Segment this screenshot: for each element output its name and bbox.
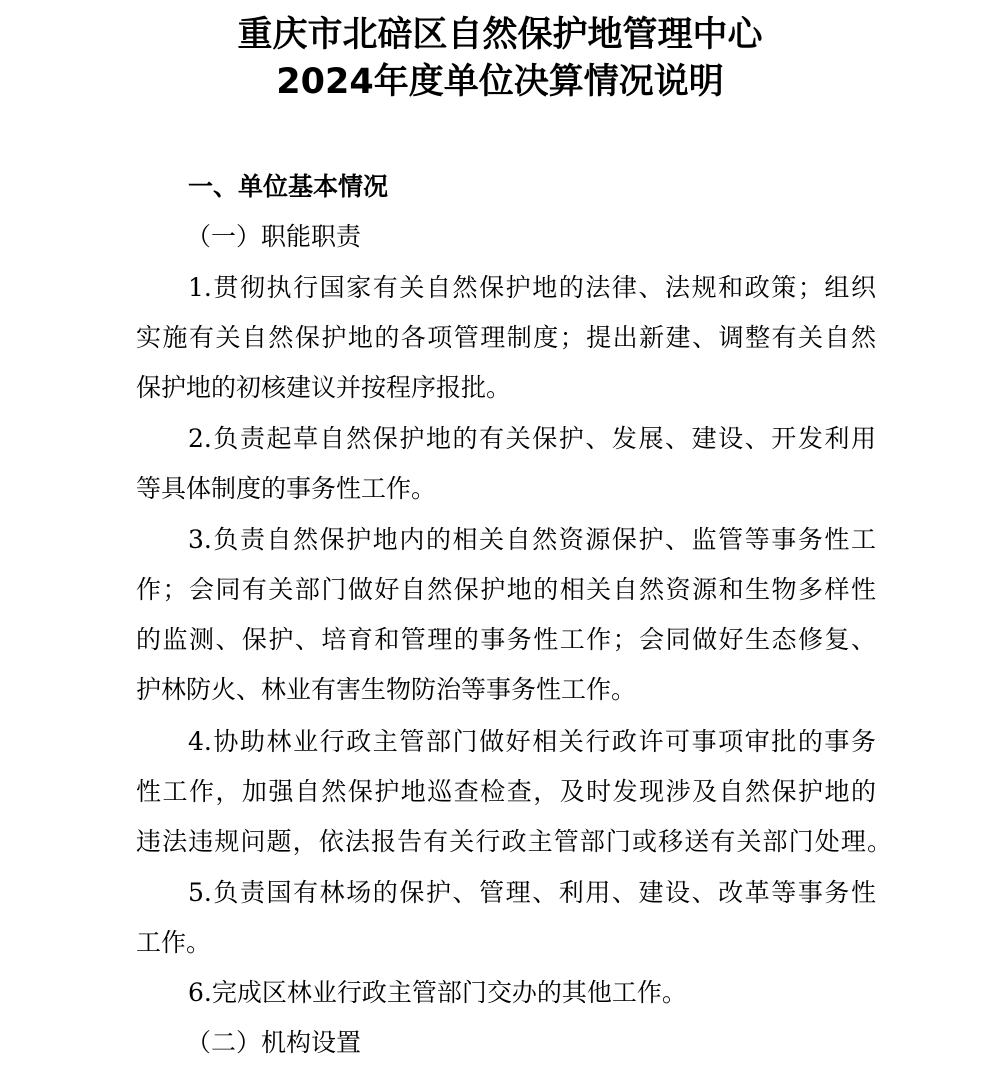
paragraph-line: 5.负责国有林场的保护、管理、利用、建设、改革等事务性 (188, 878, 876, 907)
section-heading: 一、单位基本情况 (188, 172, 389, 201)
document-title-line1: 重庆市北碚区自然保护地管理中心 (237, 15, 763, 55)
paragraph-line: 1.贯彻执行国家有关自然保护地的法律、法规和政策；组织 (188, 273, 876, 302)
paragraph-line: 保护地的初核建议并按程序报批。 (136, 373, 512, 402)
paragraph-line: 性工作，加强自然保护地巡查检查，及时发现涉及自然保护地的 (136, 777, 876, 806)
subsection-heading-functions: （一）职能职责 (186, 222, 362, 251)
paragraph-line: 作；会同有关部门做好自然保护地的相关自然资源和生物多样性 (136, 575, 876, 604)
paragraph-line: 等具体制度的事务性工作。 (136, 474, 437, 503)
paragraph-line: 工作。 (136, 928, 212, 957)
paragraph-line: 护林防火、林业有害生物防治等事务性工作。 (136, 675, 637, 704)
document-title-line2: 2024年度单位决算情况说明 (276, 62, 724, 102)
paragraph-line: 4.协助林业行政主管部门做好相关行政许可事项审批的事务 (188, 727, 876, 756)
paragraph-line: 的监测、保护、培育和管理的事务性工作；会同做好生态修复、 (136, 625, 876, 654)
paragraph-line: 2.负责起草自然保护地的有关保护、发展、建设、开发利用 (188, 424, 876, 453)
paragraph-line: 6.完成区林业行政主管部门交办的其他工作。 (188, 978, 687, 1007)
paragraph-line: 违法违规问题，依法报告有关行政主管部门或移送有关部门处理。 (136, 827, 892, 856)
paragraph-line: 实施有关自然保护地的各项管理制度；提出新建、调整有关自然 (136, 323, 876, 352)
subsection-heading-organization: （二）机构设置 (186, 1028, 362, 1057)
paragraph-line: 3.负责自然保护地内的相关自然资源保护、监管等事务性工 (188, 525, 876, 554)
